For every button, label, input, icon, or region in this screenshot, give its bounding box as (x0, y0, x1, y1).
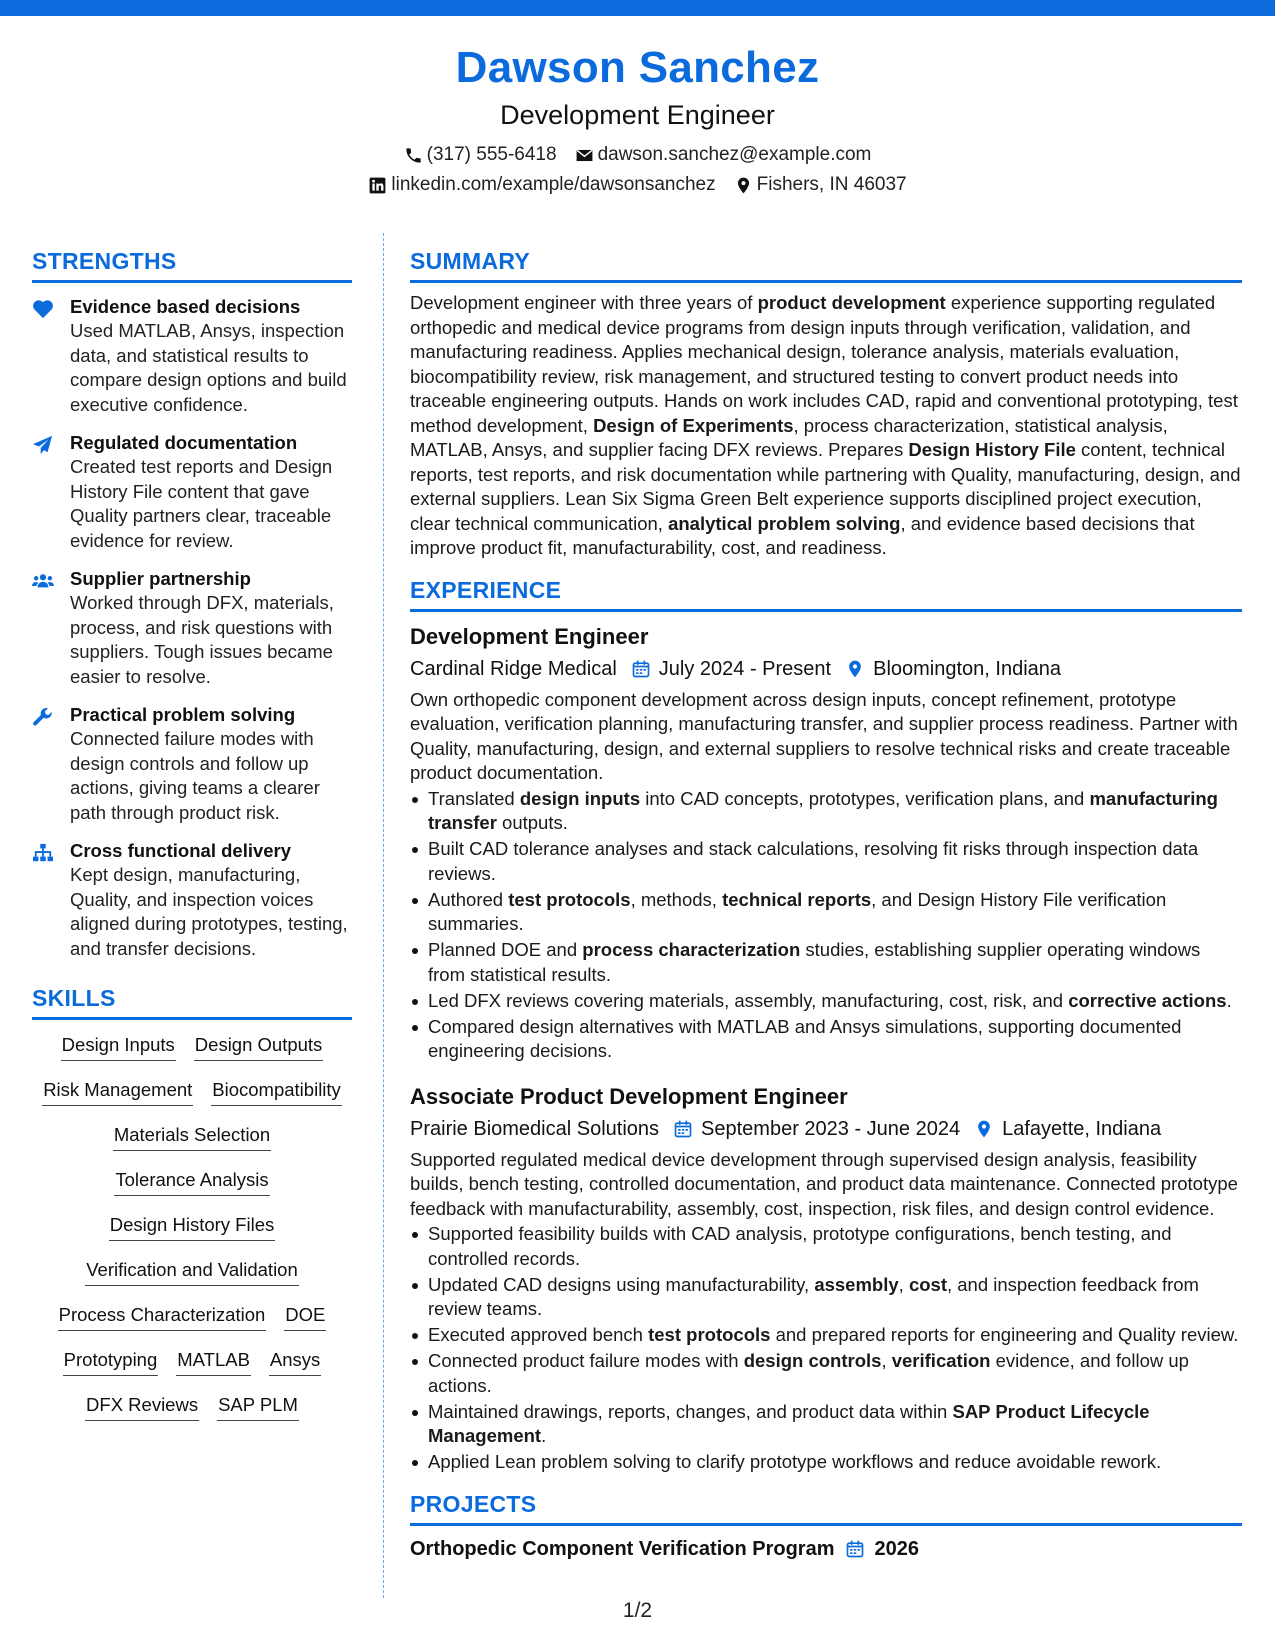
bullet-item: Applied Lean problem solving to clarify prototype workflows and reduce avoidable rework. (410, 1450, 1242, 1475)
summary-heading: SUMMARY (410, 246, 1242, 283)
phone-text: (317) 555-6418 (426, 144, 557, 165)
bold-phrase: cost (908, 1273, 947, 1295)
right-column (410, 246, 1242, 1564)
strength-title: Cross functional delivery (70, 840, 292, 861)
skill-tag: Design History Files (109, 1212, 276, 1241)
strength-item (32, 703, 352, 825)
bullet-item: Maintained drawings, reports, changes, and product data within SAP Product Lifecycle Management. (410, 1400, 1242, 1449)
contact-row-1 (0, 140, 1275, 170)
strength-title: Regulated documentation (70, 432, 298, 453)
skills-heading: SKILLS (32, 983, 352, 1020)
phone-contact[interactable] (404, 140, 557, 170)
job-bullets (410, 1222, 1242, 1475)
bold-phrase: analytical problem solving (668, 512, 901, 534)
calendar-icon (845, 1539, 865, 1559)
skill-tag: Risk Management (42, 1077, 193, 1106)
project-year: 2026 (874, 1537, 919, 1560)
strength-desc: Worked through DFX, materials, process, and risk questions with suppliers. Tough issues became easier to resolve. (70, 592, 334, 687)
bold-phrase: manufacturing transfer (428, 787, 1218, 833)
skill-row (32, 1212, 352, 1257)
bold-phrase: Design of Experiments (593, 414, 794, 436)
strengths-list (32, 295, 352, 961)
job-dates: September 2023 - June 2024 (701, 1117, 961, 1140)
phone-icon (404, 146, 423, 165)
skill-tag: Materials Selection (113, 1122, 271, 1151)
bold-phrase: test protocols (648, 1324, 771, 1345)
bold-phrase: assembly (814, 1273, 899, 1295)
experience-heading: EXPERIENCE (410, 575, 1242, 612)
users-icon (32, 571, 54, 591)
page-number: 1/2 (622, 1599, 653, 1622)
skill-tag: Design Inputs (61, 1032, 176, 1061)
skill-row (32, 1167, 352, 1212)
bullet-item: Translated design inputs into CAD concepts, prototypes, verification plans, and manufacturing transfer outputs. (410, 787, 1242, 836)
strength-title: Evidence based decisions (70, 296, 301, 317)
left-column (32, 246, 352, 1437)
bold-phrase: design inputs (519, 787, 641, 809)
bold-phrase: design controls (743, 1350, 882, 1371)
paper-plane-icon (32, 435, 54, 455)
skill-row (32, 1077, 352, 1122)
strength-item (32, 567, 352, 689)
skill-tag: Prototyping (63, 1347, 159, 1376)
bold-phrase: verification (891, 1350, 991, 1371)
bullet-item: Planned DOE and process characterization studies, establishing supplier operating windows from statistical results. (410, 938, 1242, 987)
resume-header (0, 40, 1275, 200)
project-entry (410, 1534, 1242, 1564)
bullet-item: Executed approved bench test protocols and prepared reports for engineering and Quality review. (410, 1323, 1242, 1348)
skill-tag: Ansys (269, 1347, 321, 1376)
contact-row-2 (0, 170, 1275, 200)
job-title: Associate Product Development Engineer (410, 1083, 848, 1109)
calendar-icon (673, 1119, 693, 1139)
skills-list (32, 1032, 352, 1437)
skill-tag: DFX Reviews (85, 1392, 199, 1421)
skill-row (32, 1392, 352, 1437)
email-text: dawson.sanchez@example.com (597, 144, 872, 165)
skill-tag: DOE (284, 1302, 326, 1331)
heart-icon (32, 299, 54, 319)
location-text: Fishers, IN 46037 (756, 174, 907, 195)
job-entry (410, 622, 1242, 1064)
skill-tag: Verification and Validation (85, 1257, 299, 1286)
bullet-item: Supported feasibility builds with CAD analysis, prototype configurations, bench testing, and controlled records. (410, 1222, 1242, 1271)
bold-phrase: technical reports (722, 888, 872, 910)
job-entry (410, 1082, 1242, 1475)
projects-heading: PROJECTS (410, 1489, 1242, 1526)
strength-desc: Kept design, manufacturing, Quality, and inspection voices aligned during prototypes, testing, and transfer decisions. (70, 864, 348, 959)
strength-desc: Used MATLAB, Ansys, inspection data, and statistical results to compare design options and build executive confidence. (70, 320, 347, 415)
linkedin-icon (368, 176, 387, 195)
skill-tag: SAP PLM (217, 1392, 299, 1421)
sitemap-icon (32, 843, 54, 863)
strength-desc: Connected failure modes with design controls and follow up actions, giving teams a clearer path through product risk. (70, 728, 320, 823)
wrench-icon (32, 707, 54, 727)
strength-item (32, 431, 352, 553)
job-description: Own orthopedic component development across design inputs, concept refinement, prototype evaluation, verification planning, manufacturing transfer, and supplier process readiness. Partner with Quality, manufacturing, design, and external suppliers to resolve technical risks and create traceable product documentation. (410, 688, 1238, 783)
strength-title: Practical problem solving (70, 704, 296, 725)
job-meta (410, 1114, 1242, 1144)
bullet-item: Authored test protocols, methods, technical reports, and Design History File verification summaries. (410, 888, 1242, 937)
job-dates: July 2024 - Present (658, 657, 832, 680)
bullet-item: Compared design alternatives with MATLAB and Ansys simulations, supporting documented engineering decisions. (410, 1015, 1242, 1064)
bold-phrase: Design History File (908, 439, 1076, 460)
bold-phrase: SAP Product Lifecycle Management (428, 1400, 1150, 1446)
top-accent-bar (0, 0, 1275, 16)
candidate-name: Dawson Sanchez (455, 43, 820, 92)
column-divider (383, 233, 384, 1598)
job-company: Cardinal Ridge Medical (410, 657, 617, 680)
map-pin-icon (734, 176, 753, 195)
strength-item (32, 295, 352, 417)
linkedin-text: linkedin.com/example/dawsonsanchez (391, 174, 716, 195)
strength-item (32, 839, 352, 961)
job-location: Bloomington, Indiana (873, 657, 1062, 680)
job-title: Development Engineer (410, 623, 649, 649)
skill-tag: Biocompatibility (211, 1077, 342, 1106)
candidate-title: Development Engineer (500, 100, 775, 130)
email-contact[interactable] (575, 140, 872, 170)
strength-title: Supplier partnership (70, 568, 251, 589)
bold-phrase: product development (757, 292, 946, 313)
skill-row (32, 1032, 352, 1077)
skill-row (32, 1257, 352, 1302)
skill-tag: Process Characterization (58, 1302, 267, 1331)
skill-tag: Design Outputs (194, 1032, 324, 1061)
summary-text: Development engineer with three years of product development experience supporting regulated orthopedic and medical device programs from design inputs through verification, validation, and manufacturing readiness. Applies mechanical design, tolerance analysis, materials evaluation, biocompatibility review, risk management, and structured testing to convert product needs into traceable engineering outputs. Hands on work includes CAD, rapid and conventional prototyping, test method development, Design of Experiments, process characterization, statistical analysis, MATLAB, Ansys, and supplier facing DFX reviews. Prepares Design History File content, technical reports, test reports, and risk documentation while partnering with Quality, manufacturing, design, and external suppliers. Lean Six Sigma Green Belt experience supports disciplined project execution, clear technical communication, analytical problem solving, and evidence based decisions that improve product fit, manufacturability, cost, and readiness. (410, 292, 1241, 558)
project-title: Orthopedic Component Verification Program (410, 1537, 835, 1560)
skill-tag: MATLAB (176, 1347, 251, 1376)
bullet-item: Connected product failure modes with design controls, verification evidence, and follow up actions. (410, 1349, 1242, 1398)
strengths-heading: STRENGTHS (32, 246, 352, 283)
job-description: Supported regulated medical device development through supervised design analysis, feasibility builds, bench testing, controlled documentation, and product data maintenance. Connected prototype feedback with manufacturability, assembly, cost, inspection, risk files, and design control evidence. (410, 1148, 1238, 1219)
bold-phrase: process characterization (582, 939, 801, 960)
map-pin-icon (845, 659, 865, 679)
skill-row (32, 1122, 352, 1167)
job-location: Lafayette, Indiana (1002, 1117, 1162, 1140)
skill-row (32, 1302, 352, 1347)
job-bullets (410, 787, 1242, 1064)
bullet-item: Built CAD tolerance analyses and stack calculations, resolving fit risks through inspection data reviews. (410, 837, 1242, 886)
skill-row (32, 1347, 352, 1392)
linkedin-contact[interactable] (368, 170, 715, 200)
bold-phrase: corrective actions (1068, 989, 1227, 1011)
strength-desc: Created test reports and Design History File content that gave Quality partners clear, traceable evidence for review. (70, 456, 333, 551)
map-pin-icon (974, 1119, 994, 1139)
location-contact (734, 170, 907, 200)
calendar-icon (631, 659, 651, 679)
job-company: Prairie Biomedical Solutions (410, 1117, 660, 1140)
job-meta (410, 654, 1242, 684)
envelope-icon (575, 146, 594, 165)
bold-phrase: test protocols (508, 888, 631, 910)
bullet-item: Updated CAD designs using manufacturability, assembly, cost, and inspection feedback from review teams. (410, 1273, 1242, 1322)
skill-tag: Tolerance Analysis (114, 1167, 269, 1196)
bullet-item: Led DFX reviews covering materials, assembly, manufacturing, cost, risk, and corrective actions. (410, 989, 1242, 1014)
